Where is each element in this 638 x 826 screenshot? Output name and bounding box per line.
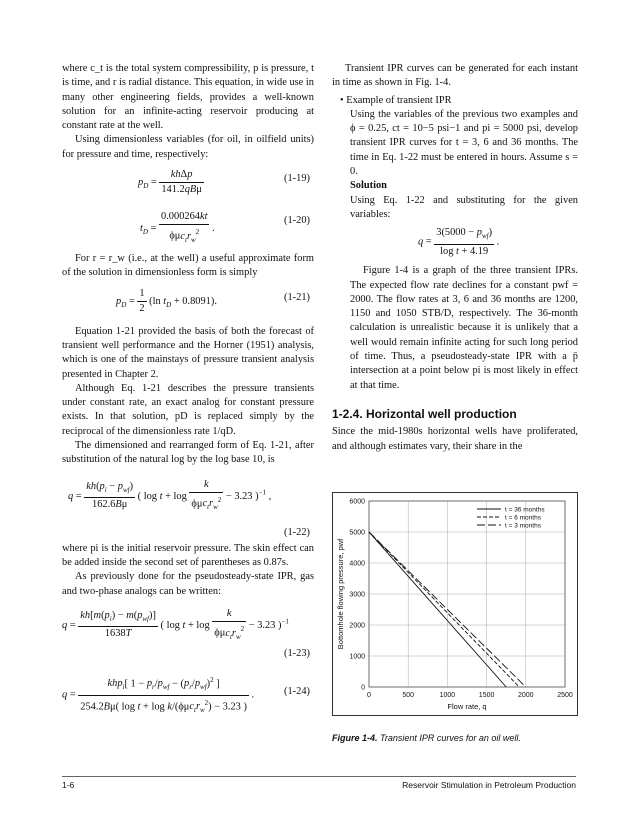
right-column xyxy=(332,62,578,454)
example-bullet-text: Example of transient IPR xyxy=(346,94,452,106)
figure-caption xyxy=(332,733,521,743)
ipr-chart xyxy=(333,493,577,715)
x-tick-label: 1500 xyxy=(478,692,495,699)
y-tick-label: 2000 xyxy=(349,622,365,630)
equation-number: (1-19) xyxy=(284,173,310,185)
example-bullet: • Example of transient IPR xyxy=(340,94,452,106)
series-line xyxy=(369,532,506,687)
series-line xyxy=(369,532,519,687)
right-paragraph-5: Since the mid-1980s horizontal wells have proliferated, and although estimates vary, their share in the xyxy=(332,426,578,452)
right-paragraph-1: Transient IPR curves can be generated for each instant in time as shown in Fig. 1-4. xyxy=(332,63,578,89)
equation-1-24: q = $\frac{khp_i[ 1 - p_r/p_{wf} - (p_r/p_{wf})^2 ]}{254.2B\mu( \log t + \log k/(\phi\mu c_tr_w^2) - 3.23 )}$ . (1-24) xyxy=(62,669,314,737)
x-tick-label: 1000 xyxy=(439,692,456,699)
right-paragraph-3: Using Eq. 1-22 and substituting for the given variables: xyxy=(350,194,578,220)
caption-label: Figure 1-4. xyxy=(332,733,378,743)
equation-number: (1-23) xyxy=(284,647,310,659)
book-title: Reservoir Stimulation in Petroleum Production xyxy=(402,780,576,790)
y-tick-label: 4000 xyxy=(349,560,365,568)
y-tick-label: 5000 xyxy=(349,529,365,537)
left-paragraph-3: For r = r_w (i.e., at the well) a useful approximate form of the solution in dimensionless form is simply xyxy=(62,253,314,279)
y-tick-label: 1000 xyxy=(349,653,365,661)
legend-label: t = 36 months xyxy=(505,506,545,514)
x-axis-label: Flow rate, q xyxy=(447,702,487,711)
equation-number: (1-24) xyxy=(284,685,310,697)
left-paragraph-5: Although Eq. 1-21 describes the pressure transients under constant rate, an exact analog for constant pressure exists. In that solution, pD is replaced simply by the reciprocal of the dimensionless rate 1/qD. xyxy=(62,382,314,437)
equation-solution: q = $\frac{3(5000 - p_{wf})}{\text{log t + 4.19}}$ . xyxy=(418,227,500,257)
page-number: 1-6 xyxy=(62,780,75,790)
equation-1-22: q = $\frac{kh(p_i - p_{wf})}{162.6B\mu}$ ( log t + log $\frac{k}{\phi\mu c_tr_w^2}$ − 3.23 )$^{-1}$ , (1-22) xyxy=(62,472,314,542)
left-paragraph-1: where c_t is the total system compressibility, p is pressure, t is time, and r is radial distance. This equation, in wide use in many other engineering fields, provides a well-known solution for an infinite-acting reservoir producing at constant rate at the well. xyxy=(62,63,314,132)
right-paragraph-4: Figure 1-4 is a graph of the three transient IPRs. The expected flow rate declines for a constant pwf = 2000. The flow rates at 3, 6 and 36 months are 1200, 1150 and 1050 STB/D, respectively. The 36-month calculation is unrealistic because it is unlikely that a well would remain infinite acting for such long period of time. Thus, a pseudosteady-state IPR with a p̄ intersection at a point below pi is most likely in effect at that time. xyxy=(350,265,578,391)
y-tick-label: 3000 xyxy=(349,591,365,599)
equation-1-20: $t_D$ = $\frac{0.000264kt}{\phi\mu c_tr_w^2}$ . (1-20) xyxy=(140,211,310,244)
left-paragraph-2: Using dimensionless variables (for oil, in oilfield units) for pressure and time, respectively: xyxy=(62,134,314,160)
equation-number: (1-22) xyxy=(284,526,310,538)
caption-text: Transient IPR curves for an oil well. xyxy=(377,733,521,743)
section-heading: 1-2.4. Horizontal well production xyxy=(332,406,517,421)
legend-label: t = 6 months xyxy=(505,514,541,522)
equation-number: (1-20) xyxy=(284,215,310,227)
x-tick-label: 500 xyxy=(402,692,415,699)
solution-label: Solution xyxy=(350,180,387,192)
chart-frame xyxy=(332,492,578,716)
x-tick-label: 2000 xyxy=(518,692,534,699)
y-tick-label: 6000 xyxy=(349,498,365,506)
left-paragraph-6: The dimensioned and rearranged form of Eq. 1-21, after substitution of the natural log by the log base 10, is xyxy=(62,440,314,466)
page-footer xyxy=(62,776,576,790)
x-tick-label: 0 xyxy=(367,692,371,699)
legend-label: t = 3 months xyxy=(505,522,541,530)
y-axis-label: Bottomhole flowing pressure, pwf xyxy=(336,538,345,650)
left-paragraph-4: Equation 1-21 provided the basis of both the forecast of transient well performance and the Horner (1951) analysis, which is one of the mainstays of pressure transient analysis presented in Chapter 2. xyxy=(62,325,314,380)
equation-1-21: $p_D$ = $\frac{1}{2}$ (ln $t_D + 0.8091$). (1-21) xyxy=(116,287,310,314)
right-paragraph-2: Using the variables of the previous two examples and ϕ = 0.25, ct = 10−5 psi−1 and pi = 5000 psi, develop transient IPR curves for t = 3, 6 and 36 months. The time in Eq. 1-22 must be entered in hours. Assume s = 0. xyxy=(350,108,578,178)
left-column xyxy=(62,62,314,737)
left-paragraph-7: where pi is the initial reservoir pressure. The skin effect can be added inside the second set of parentheses as 0.87s. xyxy=(62,542,314,568)
y-tick-label: 0 xyxy=(361,684,365,692)
x-tick-label: 2500 xyxy=(557,692,573,699)
equation-number: (1-21) xyxy=(284,291,310,303)
left-paragraph-8: As previously done for the pseudosteady-state IPR, gas and two-phase analogs can be written: xyxy=(62,571,314,597)
equation-1-23: q = $\frac{kh[m(p_i) - m(p_{wf})]}{1638T}$ ( log t + log $\frac{k}{\phi\mu c_tr_w^2}$ − 3.23 )$^{-1}$ (1-23) xyxy=(62,603,314,663)
equation-1-19: $p_D$ = $\frac{\text{khΔp}}{\text{141.2qBμ}}$ (1-19) xyxy=(138,169,310,196)
